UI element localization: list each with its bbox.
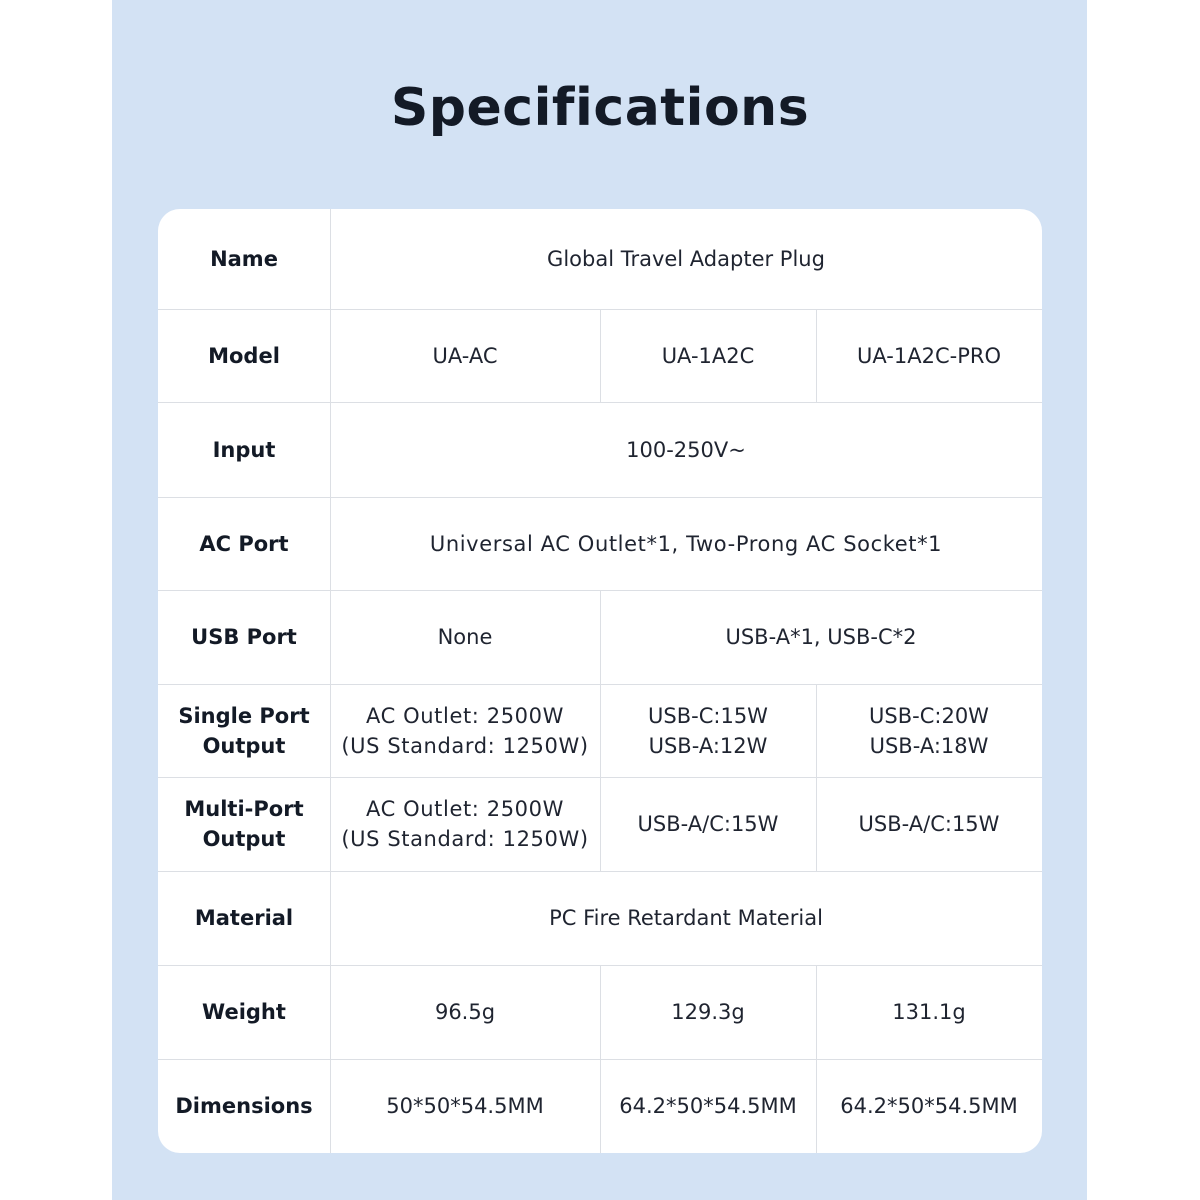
value-cell-dimensions: 50*50*54.5MM [386, 1094, 544, 1118]
column-divider [600, 965, 601, 1059]
value-cell-single-port-output: USB-C:15W USB-A:12W [648, 703, 768, 758]
value-cell-weight: 131.1g [892, 1000, 966, 1024]
row-label-model: Model [208, 343, 280, 368]
value-cell-single-port-output: AC Outlet: 2500W (US Standard: 1250W) [341, 703, 589, 758]
value-cell-usb-port: USB-A*1, USB-C*2 [725, 625, 917, 649]
row-label-material: Material [194, 906, 294, 930]
value-cell-multi-port-output: USB-A/C:15W [637, 812, 779, 836]
column-divider [600, 777, 601, 871]
value-cell-usb-port: None [437, 625, 493, 649]
value-cell-name: Global Travel Adapter Plug [547, 247, 825, 271]
value-cell-model: UA-AC [432, 343, 498, 368]
column-divider [600, 590, 601, 684]
value-cell-dimensions: 64.2*50*54.5MM [619, 1094, 797, 1118]
page-title: Specifications [390, 78, 810, 138]
column-divider [816, 309, 817, 402]
column-divider [816, 777, 817, 871]
row-label-usb-port: USB Port [191, 625, 297, 649]
row-label-ac-port: AC Port [199, 531, 289, 556]
value-cell-multi-port-output: AC Outlet: 2500W (US Standard: 1250W) [341, 797, 589, 851]
column-divider [816, 1059, 817, 1153]
value-cell-single-port-output: USB-C:20W USB-A:18W [869, 703, 989, 758]
value-cell-input: 100-250V~ [626, 437, 746, 462]
value-cell-ac-port: Universal AC Outlet*1, Two-Prong AC Socket*1 [429, 531, 943, 556]
column-divider [600, 684, 601, 777]
row-label-name: Name [210, 247, 278, 271]
column-divider [816, 684, 817, 777]
value-cell-model: UA-1A2C-PRO [857, 343, 1001, 368]
column-divider [600, 309, 601, 402]
value-cell-weight: 129.3g [671, 1000, 745, 1024]
row-label-input: Input [212, 437, 276, 462]
value-cell-material: PC Fire Retardant Material [549, 906, 823, 930]
specifications-table [158, 209, 1042, 1153]
value-cell-multi-port-output: USB-A/C:15W [858, 812, 1000, 836]
value-cell-model: UA-1A2C [661, 343, 755, 368]
row-label-dimensions: Dimensions [175, 1094, 313, 1118]
column-divider [816, 965, 817, 1059]
value-cell-dimensions: 64.2*50*54.5MM [840, 1094, 1018, 1118]
row-label-weight: Weight [202, 1000, 286, 1024]
row-label-multi-port-output: Multi-Port Output [184, 797, 304, 851]
value-cell-weight: 96.5g [434, 1000, 496, 1024]
column-divider [600, 1059, 601, 1153]
row-label-single-port-output: Single Port Output [178, 703, 310, 758]
